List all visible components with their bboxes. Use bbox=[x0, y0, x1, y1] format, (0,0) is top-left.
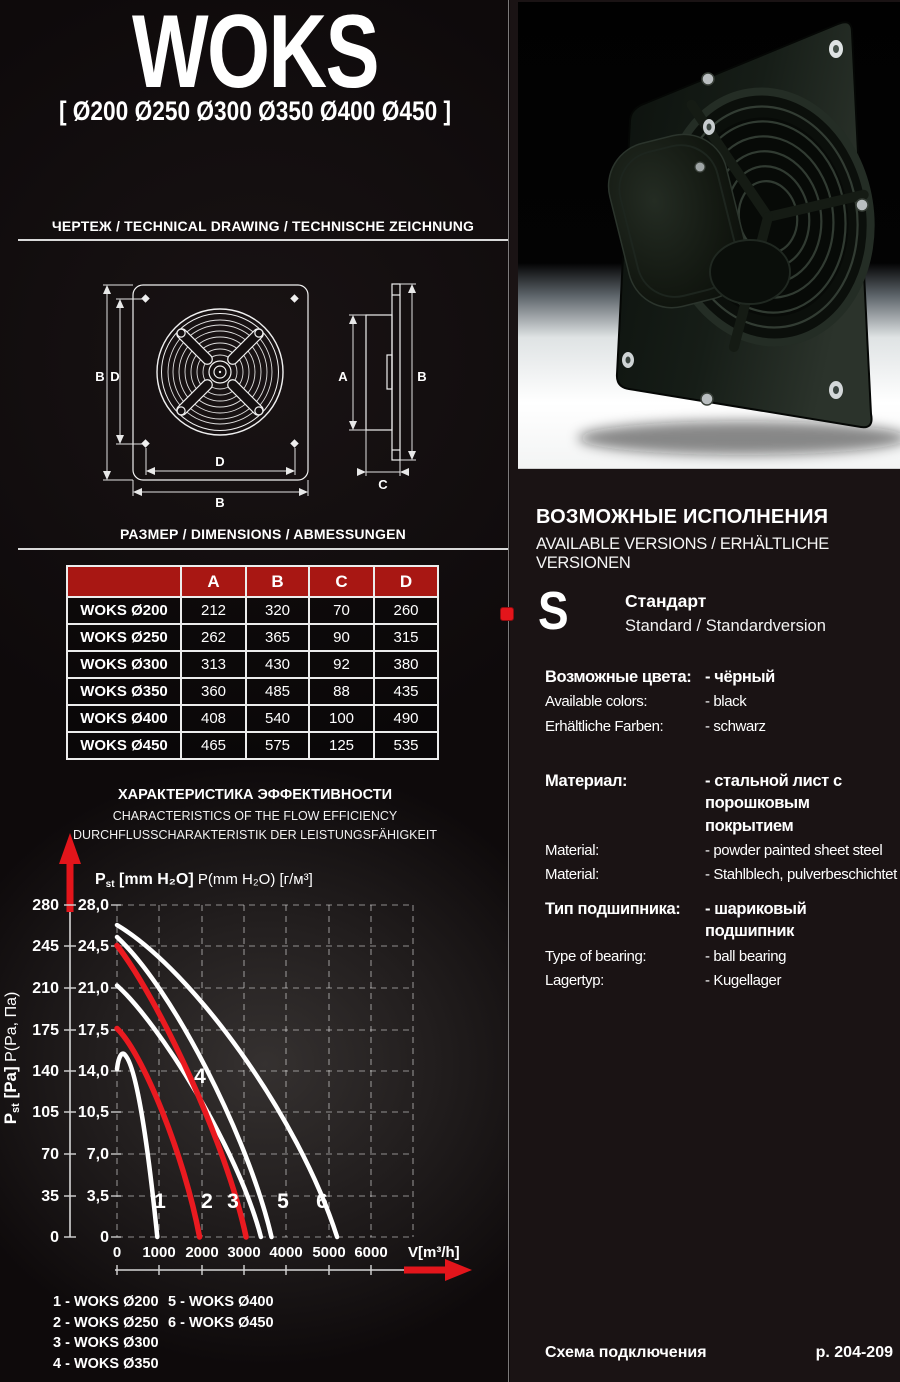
chart-legend-col1 bbox=[53, 1292, 159, 1374]
legend-item: 3 - WOKS Ø300 bbox=[53, 1335, 159, 1351]
chart-legend-col2 bbox=[168, 1292, 274, 1333]
y-axis-left-label: Pst [Pa] P(Pa, Па) bbox=[1, 991, 22, 1125]
value-cell: 260 bbox=[374, 597, 438, 624]
x-axis-arrow-head bbox=[445, 1259, 472, 1281]
spec-label: Тип подшипника: bbox=[545, 900, 681, 918]
value-cell: 430 bbox=[246, 651, 309, 678]
dim-label-a-side: A bbox=[338, 369, 348, 384]
value-cell: 125 bbox=[309, 732, 374, 759]
col-header-c: C bbox=[309, 566, 374, 597]
value-cell: 320 bbox=[246, 597, 309, 624]
svg-text:70: 70 bbox=[41, 1146, 59, 1163]
model-cell: WOKS Ø200 bbox=[67, 597, 181, 624]
legend-item: 4 - WOKS Ø350 bbox=[53, 1355, 159, 1372]
table-row bbox=[67, 597, 438, 624]
table-row bbox=[67, 732, 438, 759]
y-tick-labels-pa bbox=[32, 897, 59, 1246]
technical-drawing bbox=[70, 265, 450, 515]
section-rule bbox=[18, 239, 508, 241]
dimensions-table bbox=[66, 565, 439, 760]
spec-block-colors bbox=[545, 666, 897, 737]
col-header-a: A bbox=[181, 566, 246, 597]
svg-text:4: 4 bbox=[194, 1065, 206, 1088]
dim-label-c-side: C bbox=[378, 477, 388, 492]
side-dimensions bbox=[349, 284, 416, 476]
spec-value: - ball bearing bbox=[705, 947, 787, 965]
dim-label-b-bottom: B bbox=[215, 495, 225, 510]
svg-text:2000: 2000 bbox=[185, 1244, 219, 1261]
svg-text:3000: 3000 bbox=[227, 1244, 261, 1261]
spec-label: Возможные цвета: bbox=[545, 668, 692, 686]
footer bbox=[545, 1344, 893, 1362]
svg-text:5: 5 bbox=[277, 1190, 289, 1213]
spec-value: - чёрный bbox=[705, 668, 775, 686]
chart-grid bbox=[117, 905, 413, 1237]
version-name-ru: Стандарт bbox=[625, 591, 707, 611]
col-header-d: D bbox=[374, 566, 438, 597]
spec-value: - Stahlblech, pulverbeschichtet bbox=[705, 866, 897, 884]
product-photo bbox=[518, 2, 900, 469]
svg-text:0: 0 bbox=[112, 1244, 122, 1261]
svg-text:7,0: 7,0 bbox=[86, 1146, 109, 1163]
spec-label: Материал: bbox=[545, 772, 628, 790]
svg-text:14,0: 14,0 bbox=[77, 1063, 109, 1080]
value-cell: 212 bbox=[181, 597, 246, 624]
value-cell: 540 bbox=[246, 705, 309, 732]
svg-text:245: 245 bbox=[32, 938, 59, 955]
table-row bbox=[67, 678, 438, 705]
spec-block-bearing bbox=[545, 898, 897, 991]
table-header-row bbox=[67, 566, 438, 597]
performance-chart bbox=[0, 820, 510, 1290]
svg-text:6: 6 bbox=[316, 1190, 328, 1213]
spec-value: - шариковый подшипник bbox=[705, 900, 807, 941]
svg-text:2: 2 bbox=[201, 1190, 213, 1213]
dim-label-b-left: B bbox=[95, 369, 105, 384]
value-cell: 380 bbox=[374, 651, 438, 678]
value-cell: 365 bbox=[246, 624, 309, 651]
value-cell: 88 bbox=[309, 678, 374, 705]
svg-text:3: 3 bbox=[227, 1190, 239, 1213]
col-header-b: B bbox=[246, 566, 309, 597]
value-cell: 70 bbox=[309, 597, 374, 624]
right-panel bbox=[510, 0, 900, 1382]
dim-label-d-bottom: D bbox=[215, 454, 225, 469]
svg-text:175: 175 bbox=[32, 1022, 59, 1039]
chart-title-de: DURCHFLUSSCHARAKTERISTIK DER LEISTUNGSFÄHIGKEIT bbox=[73, 828, 437, 842]
side-view bbox=[366, 284, 400, 460]
svg-text:6000: 6000 bbox=[354, 1244, 388, 1261]
value-cell: 360 bbox=[181, 678, 246, 705]
legend-item: 2 - WOKS Ø250 bbox=[53, 1314, 159, 1331]
svg-text:1000: 1000 bbox=[142, 1244, 176, 1261]
section-header-dimensions: РАЗМЕР / DIMENSIONS / ABMESSUNGEN bbox=[120, 526, 406, 542]
svg-text:0: 0 bbox=[50, 1229, 59, 1246]
model-cell: WOKS Ø300 bbox=[67, 651, 181, 678]
table-row bbox=[67, 651, 438, 678]
spec-label: Erhältliche Farben: bbox=[545, 717, 664, 735]
value-cell: 100 bbox=[309, 705, 374, 732]
spec-label: Material: bbox=[545, 866, 599, 884]
spec-value: - black bbox=[705, 693, 747, 711]
value-cell: 465 bbox=[181, 732, 246, 759]
chart-title-ru: ХАРАКТЕРИСТИКА ЭФФЕКТИВНОСТИ bbox=[117, 787, 393, 803]
spec-value: - Kugellager bbox=[705, 971, 782, 989]
value-cell: 315 bbox=[374, 624, 438, 651]
value-cell: 490 bbox=[374, 705, 438, 732]
versions-heading-ru: ВОЗМОЖНЫЕ ИСПОЛНЕНИЯ bbox=[536, 506, 829, 528]
dim-label-d-left: D bbox=[110, 369, 120, 384]
svg-text:3,5: 3,5 bbox=[86, 1188, 109, 1205]
spec-value: - powder painted sheet steel bbox=[705, 841, 883, 859]
page-reference: p. 204-209 bbox=[815, 1344, 893, 1361]
value-cell: 575 bbox=[246, 732, 309, 759]
fan-photo-illustration bbox=[518, 2, 900, 468]
value-cell: 90 bbox=[309, 624, 374, 651]
svg-text:210: 210 bbox=[32, 980, 59, 997]
versions-heading-intl: AVAILABLE VERSIONS / ERHÄLTLICHE VERSIONEN bbox=[536, 535, 829, 572]
value-cell: 313 bbox=[181, 651, 246, 678]
svg-text:5000: 5000 bbox=[312, 1244, 346, 1261]
value-cell: 92 bbox=[309, 651, 374, 678]
model-cell: WOKS Ø350 bbox=[67, 678, 181, 705]
svg-text:105: 105 bbox=[32, 1104, 59, 1121]
x-axis-label: V[m³/h] bbox=[408, 1244, 460, 1261]
spec-label: Available colors: bbox=[545, 693, 648, 711]
value-cell: 535 bbox=[374, 732, 438, 759]
y-axis-right-label: Pst [mm H₂O] P(mm H₂O) [г/м³] bbox=[95, 871, 313, 890]
connection-scheme-note: Схема подключения bbox=[545, 1344, 707, 1361]
model-cell: WOKS Ø400 bbox=[67, 705, 181, 732]
model-cell: WOKS Ø450 bbox=[67, 732, 181, 759]
spec-value: - стальной лист с порошковым покрытием bbox=[705, 772, 842, 835]
y-tick-labels-mm bbox=[78, 897, 109, 1246]
svg-text:1: 1 bbox=[154, 1190, 166, 1213]
spec-label: Lagertyp: bbox=[545, 971, 604, 989]
x-axis bbox=[115, 1259, 472, 1281]
spec-label: Material: bbox=[545, 841, 599, 859]
model-cell: WOKS Ø250 bbox=[67, 624, 181, 651]
section-rule bbox=[18, 548, 508, 550]
red-square-marker bbox=[500, 607, 514, 621]
svg-text:24,5: 24,5 bbox=[77, 938, 109, 955]
svg-text:35: 35 bbox=[41, 1188, 59, 1205]
version-name-intl: Standard / Standardversion bbox=[625, 617, 826, 635]
table-corner-cell bbox=[67, 566, 181, 597]
legend-item: 5 - WOKS Ø400 bbox=[168, 1294, 274, 1310]
spec-label: Type of bearing: bbox=[545, 947, 647, 965]
x-tick-labels bbox=[113, 1244, 388, 1261]
svg-text:140: 140 bbox=[32, 1063, 59, 1080]
table-row bbox=[67, 705, 438, 732]
svg-text:0: 0 bbox=[100, 1229, 109, 1246]
svg-text:21,0: 21,0 bbox=[77, 980, 109, 997]
svg-text:10,5: 10,5 bbox=[77, 1104, 109, 1121]
value-cell: 485 bbox=[246, 678, 309, 705]
svg-text:17,5: 17,5 bbox=[77, 1022, 109, 1039]
y-axis-arrow-head bbox=[59, 833, 81, 864]
spec-block-material bbox=[545, 770, 897, 885]
x-axis-arrow-shaft bbox=[404, 1267, 448, 1274]
motor-hub bbox=[710, 240, 790, 304]
legend-item: 6 - WOKS Ø450 bbox=[168, 1314, 274, 1331]
spec-value: - schwarz bbox=[705, 717, 766, 735]
version-code: S bbox=[538, 581, 569, 641]
front-view bbox=[133, 285, 308, 480]
dim-label-b-side: B bbox=[417, 369, 427, 384]
chart-title-en: CHARACTERISTICS OF THE FLOW EFFICIENCY bbox=[112, 808, 398, 823]
svg-text:4000: 4000 bbox=[269, 1244, 303, 1261]
section-header-technical-drawing: ЧЕРТЕЖ / TECHNICAL DRAWING / TECHNISCHE ZEICHNUNG bbox=[51, 218, 475, 234]
size-range: [ Ø200 Ø250 Ø300 Ø350 Ø400 Ø450 ] bbox=[58, 96, 452, 126]
y-axis-arrow-shaft bbox=[67, 860, 74, 912]
table-row bbox=[67, 624, 438, 651]
value-cell: 408 bbox=[181, 705, 246, 732]
panel-divider bbox=[508, 0, 509, 1382]
svg-text:280: 280 bbox=[32, 897, 59, 914]
value-cell: 262 bbox=[181, 624, 246, 651]
value-cell: 435 bbox=[374, 678, 438, 705]
legend-item: 1 - WOKS Ø200 bbox=[53, 1294, 159, 1310]
page-title: WOKS bbox=[131, 0, 379, 110]
svg-text:28,0: 28,0 bbox=[77, 897, 109, 914]
